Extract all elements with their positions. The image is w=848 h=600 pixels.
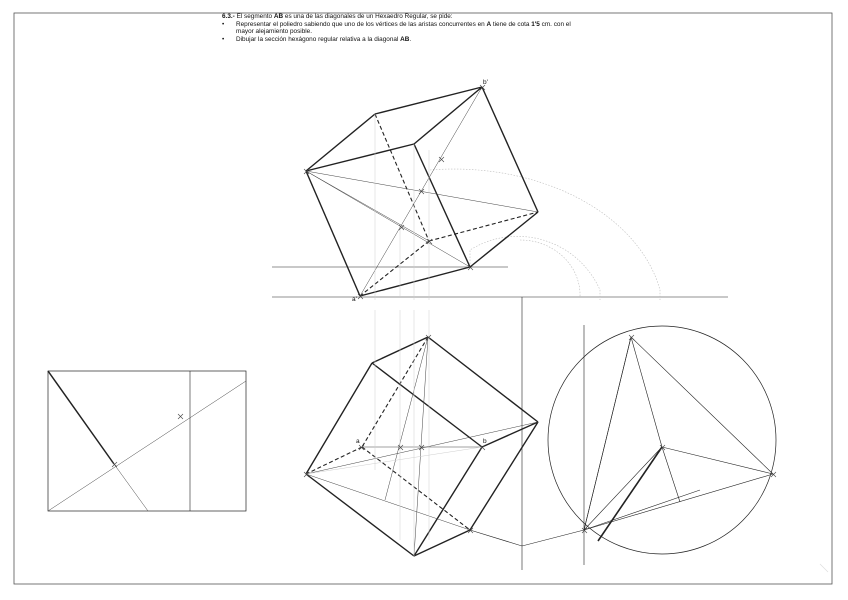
statement-title (222, 13, 642, 21)
item2-bold: AB (400, 35, 410, 43)
plan-construction (306, 337, 538, 556)
elevation-construction (306, 87, 538, 296)
auxiliary-view (48, 371, 246, 511)
item1-text-c: cm. con el (539, 20, 571, 28)
label-a-prime: a' (352, 296, 357, 303)
statement-item-1 (222, 21, 642, 36)
elevation-projectors (375, 114, 429, 300)
cube-plan-edges (306, 337, 538, 556)
circumscribed-circle (548, 326, 776, 554)
bullet: • (222, 35, 225, 43)
section-true-size (548, 325, 776, 565)
construction-arc-inner (470, 236, 600, 300)
section-marks (582, 335, 776, 533)
item1-bold-b: 1'5 (531, 20, 540, 28)
auxiliary-thin-edge (114, 464, 148, 511)
corner-mark (820, 564, 828, 572)
problem-number: 6.3.- (222, 13, 235, 20)
item1-text-b: tiene de cota (491, 20, 532, 28)
intro-text-end: es una de las diagonales de un Hexaedro Regular, se pide: (283, 13, 453, 20)
plan-view (304, 297, 700, 570)
statement-item-2 (222, 36, 642, 44)
label-a: a (356, 438, 360, 445)
elevation-view (272, 85, 728, 300)
item1-bold-a: A (486, 20, 492, 28)
plan-marks (304, 335, 485, 533)
item2-text-end: . (409, 35, 412, 43)
auxiliary-frame (48, 371, 246, 511)
auxiliary-marks (112, 414, 183, 467)
construction-arc-small (520, 240, 580, 297)
intro-text: El segmento (234, 13, 274, 20)
auxiliary-thick-edge (48, 371, 114, 464)
item1-line2: mayor alejamiento posible. (236, 28, 313, 36)
sheet-border (14, 13, 832, 584)
section-thick-edge (598, 447, 662, 541)
label-b: b (483, 438, 487, 445)
intro-bold: AB (273, 13, 284, 20)
cube-elevation-hidden (360, 114, 538, 296)
bullet: • (222, 20, 225, 28)
auxiliary-diagonal (48, 381, 246, 511)
problem-statement (222, 13, 642, 43)
section-triangle (584, 337, 773, 530)
item1-text: Representar el poliedro sabiendo que uno de los vértices de las aristas concurrentes en (236, 20, 487, 28)
construction-arc-outer (430, 169, 660, 300)
item2-text: Dibujar la sección hexágono regular relativa a la diagonal (236, 35, 401, 43)
label-b-prime: b' (483, 79, 488, 86)
